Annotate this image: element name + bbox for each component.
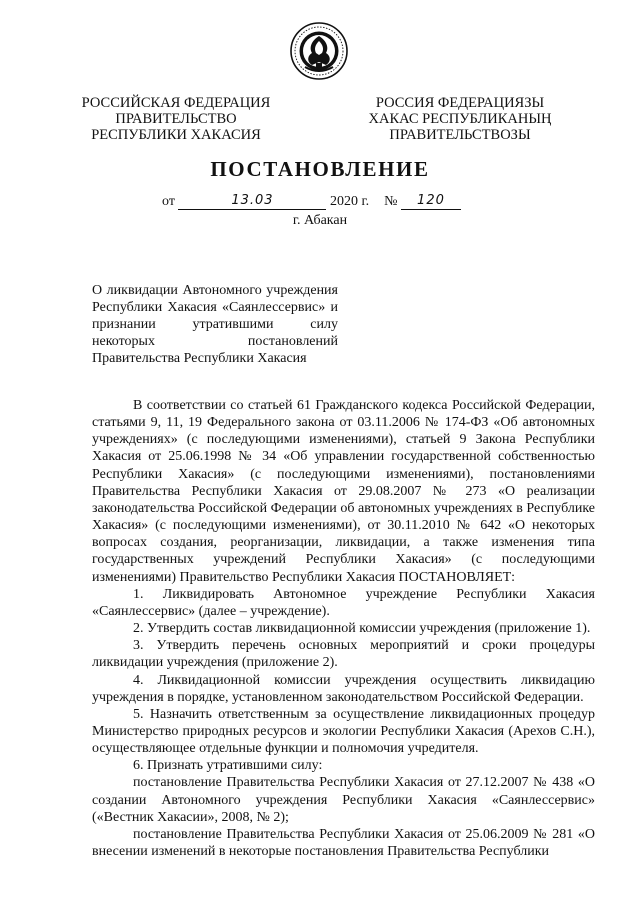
header-left-line: РЕСПУБЛИКИ ХАКАСИЯ: [91, 127, 261, 143]
header-left-line: ПРАВИТЕЛЬСТВО: [115, 111, 237, 127]
body-paragraph: постановление Правительства Республики Хакасия от 27.12.2007 № 438 «О создании Автономного учреждения Республики Хакасия «Саянлессервис» («Вестник Хакасии», 2008, № 2);: [92, 775, 595, 825]
header-right-line: РОССИЯ ФЕДЕРАЦИЯЗЫ: [375, 95, 545, 111]
body-paragraph: 4. Ликвидационной комиссии учреждения осуществить ликвидацию учреждения в порядке, установленном законодательством Российской Федерации.: [92, 672, 595, 705]
header-left-block: [66, 95, 286, 143]
subject-line: Республики Хакасия «Саянлессервис» и: [92, 300, 338, 315]
body-paragraph: В соответствии со статьей 61 Гражданского кодекса Российской Федерации, статьями 9, 11, 19 Федерального закона от 03.11.2006 № 174-ФЗ «Об автономных учреждениях» (с последующими изменениями), статьей 9 Закона Республики Хакасия от 25.06.1998 № 34 «Об управлении государственной собственностью Республики Хакасия» (с последующими изменениями), постановлениями Правительства Республики Хакасия от 29.08.2007 № 273 «О реализации законодательства Российской Федерации об автономных учреждениях в Республике Хакасия» (с последующими изменениями), от 30.11.2010 № 642 «О некоторых вопросах создания, реорганизации, ликвидации, а также изменения типа государственных учреждений Республики Хакасия» (с последующими изменениями) Правительство Республики Хакасия ПОСТАНОВЛЯЕТ:: [92, 398, 595, 585]
body-paragraph: 5. Назначить ответственным за осуществление ликвидационных процедур Министерство природных ресурсов и экологии Республики Хакасия (Арехов С.Н.), осуществляющее отдельные функции и полномочия учредителя.: [92, 706, 595, 757]
body-text: [92, 397, 595, 860]
date-number-line: [162, 193, 461, 210]
subject-block: [92, 282, 338, 367]
date-handwritten: 13.03: [178, 193, 326, 210]
subject-line: признании утратившими силу: [92, 317, 338, 332]
date-prefix: от: [162, 194, 175, 209]
city-label: г. Абакан: [292, 213, 348, 228]
body-paragraph: постановление Правительства Республики Хакасия от 25.06.2009 № 281 «О внесении изменений в некоторые постановления Правительства Республики: [92, 826, 595, 860]
header-right-block: [350, 95, 570, 143]
body-paragraph: 3. Утвердить перечень основных мероприятий и сроки процедуры ликвидации учреждения (приложение 2).: [92, 638, 595, 671]
header-right-line: ХАКАС РЕСПУБЛИКАНЫҢ: [368, 111, 552, 127]
number-handwritten: 120: [401, 193, 461, 210]
header-left-line: РОССИЙСКАЯ ФЕДЕРАЦИЯ: [81, 95, 271, 111]
subject-line: некоторых постановлений: [92, 334, 338, 349]
body-paragraph: 6. Признать утратившими силу:: [133, 758, 323, 774]
document-title: ПОСТАНОВЛЕНИЕ: [210, 157, 430, 181]
subject-line: Правительства Республики Хакасия: [92, 351, 307, 366]
subject-line: О ликвидации Автономного учреждения: [92, 283, 338, 298]
header-right-line: ПРАВИТЕЛЬСТВОЗЫ: [389, 127, 531, 143]
number-sign: №: [384, 194, 398, 209]
body-paragraph: 2. Утвердить состав ликвидационной комиссии учреждения (приложение 1).: [133, 621, 591, 637]
year-label: 2020 г.: [329, 194, 370, 209]
body-paragraph: 1. Ликвидировать Автономное учреждение Республики Хакасия «Саянлессервис» (далее – учреждение).: [92, 586, 595, 619]
coat-of-arms-emblem: [289, 21, 349, 81]
